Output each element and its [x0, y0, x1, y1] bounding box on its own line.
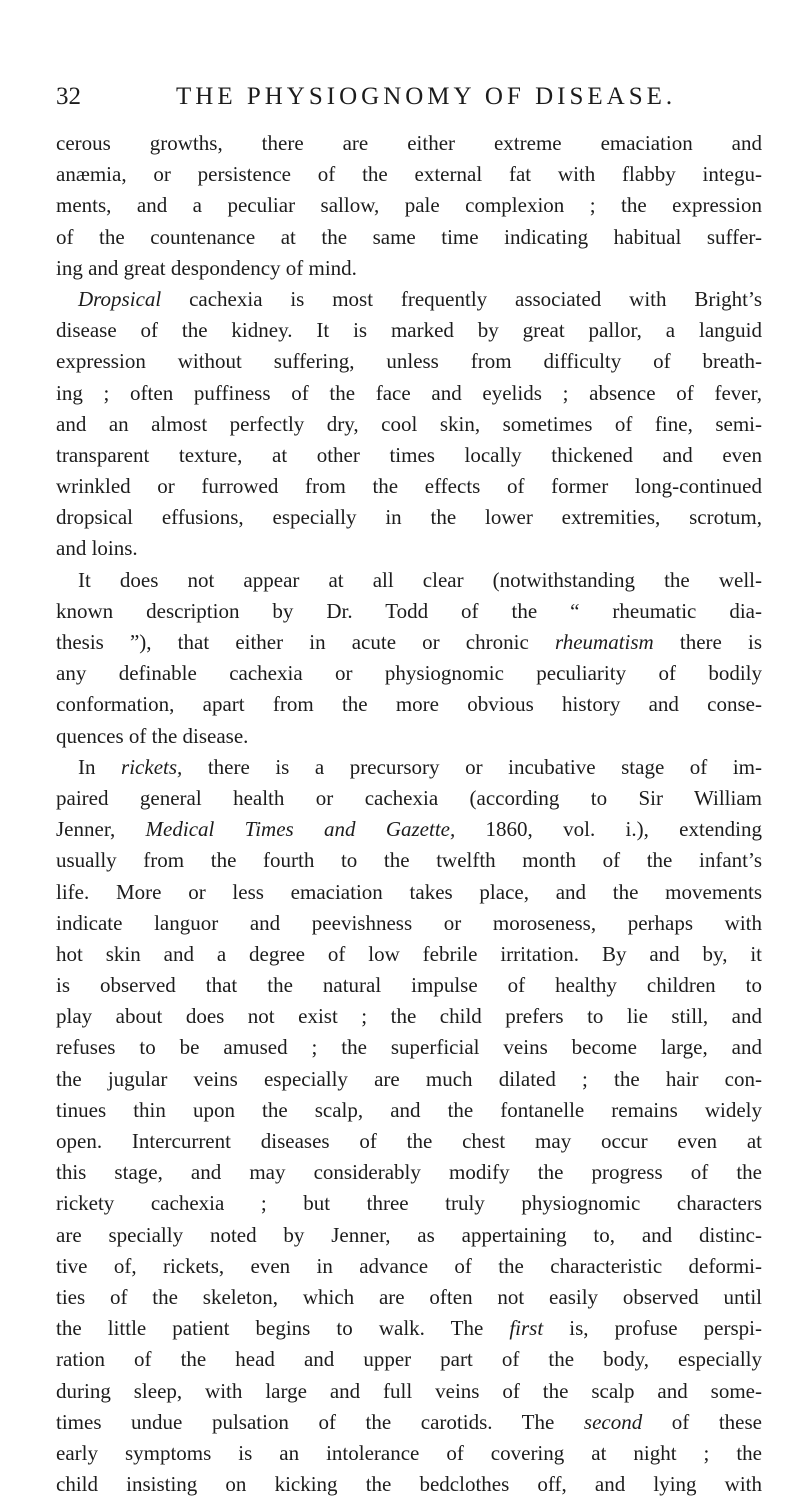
text-line	[56, 284, 762, 315]
italic-text: first	[509, 1316, 544, 1341]
text-line	[56, 253, 762, 284]
text-segment: 1860, vol. i.), extending	[455, 817, 762, 842]
text-line	[56, 1251, 762, 1282]
text-line	[56, 409, 762, 440]
text-line	[56, 159, 762, 190]
text-line	[56, 346, 762, 377]
italic-text: Dropsical	[78, 286, 162, 311]
text-line	[56, 222, 762, 253]
page-header	[56, 80, 760, 114]
text-line	[56, 721, 762, 752]
text-line	[56, 908, 762, 939]
text-line	[56, 1064, 762, 1095]
text-segment: known description by Dr. Todd of the “ rheumatic dia-	[56, 598, 762, 623]
text-segment: dropsical effusions, especially in the lower extremities, scrotum,	[56, 505, 762, 530]
italic-text: rickets,	[121, 754, 183, 779]
text-line	[56, 970, 762, 1001]
text-line	[56, 845, 762, 876]
text-segment: tive of, rickets, even in advance of the characteristic deformi-	[56, 1253, 762, 1278]
text-segment: thesis ”), that either in acute or chronic	[56, 630, 555, 654]
text-line	[56, 1282, 762, 1313]
text-segment: any definable cachexia or physiognomic peculiarity of bodily	[56, 661, 762, 686]
page-number: 32	[56, 83, 81, 110]
text-segment: life. More or less emaciation takes place, and the movements	[56, 879, 762, 904]
text-line	[56, 533, 762, 564]
text-line	[56, 814, 762, 845]
text-segment: during sleep, with large and full veins of the scalp and some-	[56, 1378, 762, 1403]
text-line	[56, 440, 762, 471]
text-segment: transparent texture, at other times locally thickened and even	[56, 442, 762, 467]
text-segment: cachexia is most frequently associated with Bright’s	[161, 286, 762, 311]
italic-text: Medical Times and Gazette,	[145, 817, 456, 842]
text-segment: of the countenance at the same time indicating habitual suffer-	[56, 224, 762, 249]
text-line	[56, 1095, 762, 1126]
text-line	[56, 689, 762, 720]
text-line	[56, 565, 762, 596]
text-segment: refuses to be amused ; the superficial veins become large, and	[56, 1035, 762, 1060]
text-line	[56, 1126, 762, 1157]
text-segment: early symptoms is an intolerance of covering at night ; the	[56, 1440, 762, 1465]
text-line	[56, 627, 762, 658]
text-line	[56, 939, 762, 970]
text-line	[56, 1157, 762, 1188]
text-line	[56, 471, 762, 502]
text-line	[56, 1220, 762, 1251]
text-line	[56, 1376, 762, 1407]
text-segment: of these	[642, 1409, 762, 1434]
text-line	[56, 1344, 762, 1375]
text-line	[56, 502, 762, 533]
text-line	[56, 596, 762, 627]
text-line	[56, 658, 762, 689]
text-segment: In	[78, 754, 122, 779]
text-segment: cerous growths, there are either extreme emaciation and	[56, 131, 762, 155]
text-segment: is observed that the natural impulse of healthy children to	[56, 973, 762, 998]
text-line	[56, 315, 762, 346]
text-segment: expression without suffering, unless from difficulty of breath-	[56, 349, 762, 374]
text-segment: open. Intercurrent diseases of the chest may occur even at	[56, 1129, 762, 1153]
text-segment: ing and great despondency of mind.	[56, 255, 357, 280]
text-segment: there is a precursory or incubative stage of im-	[182, 754, 762, 779]
text-segment: the little patient begins to walk. The	[56, 1316, 510, 1341]
text-segment: ration of the head and upper part of the body, especially	[56, 1347, 762, 1372]
text-segment: quences of the disease.	[56, 723, 249, 748]
text-segment: is, profuse perspi-	[543, 1316, 762, 1341]
text-line	[56, 1001, 762, 1032]
text-segment: It does not appear at all clear (notwithstanding the well-	[78, 567, 762, 592]
text-segment: ing ; often puffiness of the face and eyelids ; absence of fever,	[56, 380, 762, 405]
text-segment: indicate languor and peevishness or moroseness, perhaps with	[56, 910, 762, 935]
text-segment: are specially noted by Jenner, as appertaining to, and distinc-	[56, 1222, 762, 1247]
text-segment: child insisting on kicking the bedclothes off, and lying with	[56, 1472, 762, 1497]
text-segment: the jugular veins especially are much dilated ; the hair con-	[56, 1066, 762, 1091]
text-line	[56, 190, 762, 221]
text-segment: hot skin and a degree of low febrile irritation. By and by, it	[56, 941, 762, 966]
text-segment: times undue pulsation of the carotids. The	[56, 1409, 584, 1434]
text-line	[56, 1438, 762, 1469]
body-text	[56, 128, 762, 1500]
italic-text: second	[583, 1409, 643, 1434]
text-line	[56, 752, 762, 783]
text-segment: paired general health or cachexia (according to Sir William	[56, 785, 762, 810]
running-title: THE PHYSIOGNOMY OF DISEASE.	[176, 83, 677, 110]
text-segment: there is	[653, 630, 762, 654]
text-segment: usually from the fourth to the twelfth month of the infant’s	[56, 848, 762, 873]
text-line	[56, 877, 762, 908]
italic-text: rheumatism	[554, 630, 654, 654]
text-segment: Jenner,	[56, 817, 146, 842]
text-segment: and an almost perfectly dry, cool skin, sometimes of fine, semi-	[56, 411, 762, 436]
text-line	[56, 1188, 762, 1219]
text-segment: ments, and a peculiar sallow, pale complexion ; the expression	[56, 193, 762, 218]
text-segment: ties of the skeleton, which are often not easily observed until	[56, 1284, 762, 1309]
text-segment: and loins.	[56, 536, 138, 561]
text-segment: rickety cachexia ; but three truly physiognomic characters	[56, 1191, 762, 1216]
text-line	[56, 128, 762, 159]
text-segment: conformation, apart from the more obvious history and conse-	[56, 692, 762, 717]
text-segment: anæmia, or persistence of the external fat with flabby integu-	[56, 162, 762, 187]
text-segment: tinues thin upon the scalp, and the fontanelle remains widely	[56, 1097, 762, 1122]
text-line	[56, 378, 762, 409]
text-line	[56, 1469, 762, 1500]
text-segment: wrinkled or furrowed from the effects of former long-continued	[56, 474, 762, 499]
text-segment: play about does not exist ; the child prefers to lie still, and	[56, 1004, 762, 1029]
text-segment: disease of the kidney. It is marked by great pallor, a languid	[56, 318, 762, 343]
text-line	[56, 1032, 762, 1063]
text-line	[56, 1313, 762, 1344]
text-segment: this stage, and may considerably modify the progress of the	[56, 1160, 762, 1185]
text-line	[56, 783, 762, 814]
text-line	[56, 1407, 762, 1438]
